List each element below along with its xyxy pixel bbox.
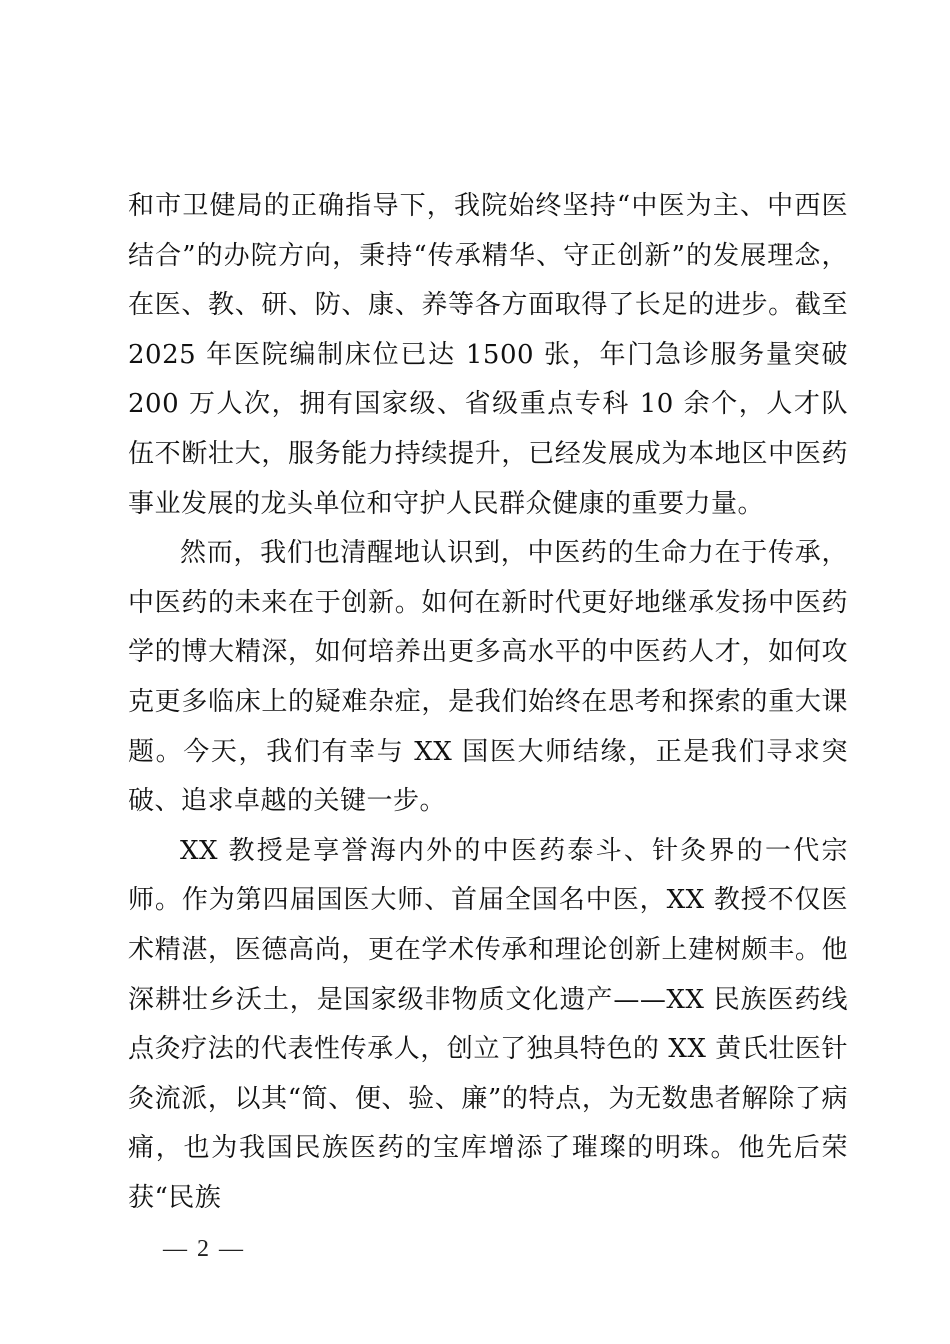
document-body [128, 182, 848, 1223]
page-number: — 2 — [163, 1236, 245, 1262]
paragraph-professor-intro: XX 教授是享誉海内外的中医药泰斗、针灸界的一代宗师。作为第四届国医大师、首届全国名中医，XX 教授不仅医术精湛，医德高尚，更在学术传承和理论创新上建树颇丰。他深耕壮乡沃土，是国家级非物质文化遗产——XX 民族医药线点灸疗法的代表性传承人，创立了独具特色的 XX 黄氏壮医针灸流派，以其“简、便、验、廉”的特点，为无数患者解除了病痛，也为我国民族医药的宝库增添了璀璨的明珠。他先后荣获“民族 [128, 835, 848, 1213]
paragraph-challenges: 然而，我们也清醒地认识到，中医药的生命力在于传承，中医药的未来在于创新。如何在新时代更好地继承发扬中医药学的博大精深，如何培养出更多高水平的中医药人才，如何攻克更多临床上的疑难杂症，是我们始终在思考和探索的重大课题。今天，我们有幸与 XX 国医大师结缘，正是我们寻求突破、追求卓越的关键一步。 [128, 538, 848, 817]
paragraph-continuation: 和市卫健局的正确指导下，我院始终坚持“中医为主、中西医结合”的办院方向，秉持“传承精华、守正创新”的发展理念，在医、教、研、防、康、养等各方面取得了长足的进步。截至 2025 年医院编制床位已达 1500 张，年门急诊服务量突破 200 万人次，拥有国家级、省级重点专科 10 余个，人才队伍不断壮大，服务能力持续提升，已经发展成为本地区中医药事业发展的龙头单位和守护人民群众健康的重要力量。 [128, 191, 848, 519]
